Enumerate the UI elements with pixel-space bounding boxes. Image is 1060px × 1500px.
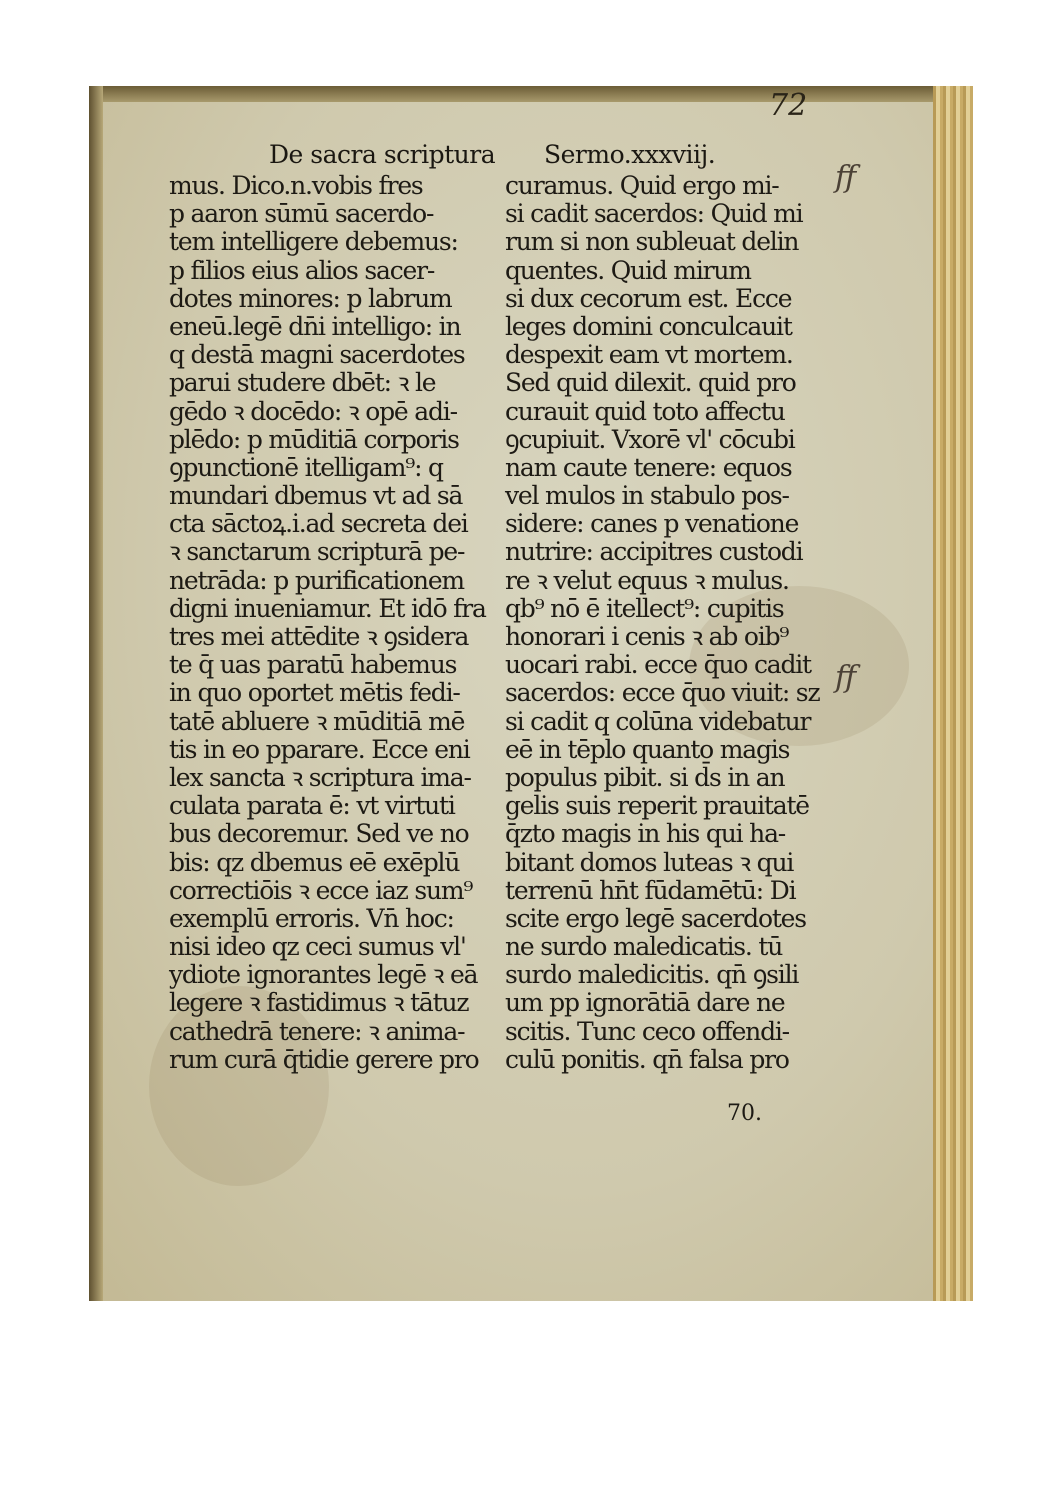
page-left-edge xyxy=(89,86,103,1301)
text-line: qb⁹ nō ē itellect⁹: cupitis xyxy=(505,593,784,623)
text-line: curauit quid toto affectu xyxy=(505,396,785,426)
text-line: re ꝛ velut equus ꝛ mulus. xyxy=(505,565,789,595)
text-line: eē in tēplo quanto magis xyxy=(505,734,790,764)
text-column-right xyxy=(505,172,865,1074)
text-line: tatē abluere ꝛ mūditiā mē xyxy=(169,706,465,736)
text-line: vel mulos in stabulo pos- xyxy=(505,481,789,511)
text-line: bis: qz dbemus eē exēplū xyxy=(169,847,460,877)
text-line: rum si non subleuat delin xyxy=(505,227,799,257)
text-line: nisi ideo qz ceci sumus vl' xyxy=(169,932,466,962)
text-line: quentes. Quid mirum xyxy=(505,255,751,285)
text-line: honorari i cenis ꝛ ab oib⁹ xyxy=(505,622,789,651)
text-line: scite ergo legē sacerdotes xyxy=(505,903,806,933)
margin-mark-2: ff xyxy=(835,660,857,695)
text-line: rum curā q̄tidie gerere pro xyxy=(169,1044,479,1074)
running-head-right: Sermo.xxxviij. xyxy=(544,140,716,169)
text-line: culata parata ē: vt virtuti xyxy=(169,791,455,821)
text-line: si dux cecorum est. Ecce xyxy=(505,283,792,313)
text-line: sidere: canes p venatione xyxy=(505,509,799,539)
text-line: ꝯpunctionē itelligam⁹: q xyxy=(169,452,443,482)
text-line: despexit eam vt mortem. xyxy=(505,340,793,370)
page-top-edge xyxy=(89,86,973,102)
text-line: si cadit sacerdos: Quid mi xyxy=(505,199,803,229)
text-line: lex sancta ꝛ scriptura ima- xyxy=(169,762,471,792)
text-line: q destā magni sacerdotes xyxy=(169,340,465,370)
text-line: curamus. Quid ergo mi- xyxy=(505,171,779,200)
text-line: te q̄ uas paratū habemus xyxy=(169,650,457,680)
text-column-left xyxy=(169,172,514,1074)
text-line: sacerdos: ecce q̄uo viuit: sz xyxy=(505,678,820,708)
text-line: netrāda: p purificationem xyxy=(169,565,464,595)
text-line: tem intelligere debemus: xyxy=(169,227,458,257)
margin-mark-1: ff xyxy=(835,160,857,195)
text-line: tres mei attēdite ꝛ ꝯsidera xyxy=(169,622,469,651)
text-line: ydiote ignorantes legē ꝛ eā xyxy=(169,960,478,990)
text-line: in quo oportet mētis fedi- xyxy=(169,678,460,708)
text-line: ne surdo maledicatis. tū xyxy=(505,932,783,962)
text-line: parui studere dbēt: ꝛ le xyxy=(169,368,436,398)
text-line: eneū.legē dn̄i intelligo: in xyxy=(169,311,461,341)
text-line: nutrire: accipitres custodi xyxy=(505,537,803,567)
text-line: nam caute tenere: equos xyxy=(505,452,792,482)
text-line: dotes minores: p labrum xyxy=(169,283,452,313)
text-line: q̄zto magis in his qui ha- xyxy=(505,819,786,849)
text-line: correctiōis ꝛ ecce iaz sum⁹ xyxy=(169,875,473,905)
text-line: legere ꝛ fastidimus ꝛ tātuz xyxy=(169,988,469,1018)
text-line: surdo maledicitis. qn̄ ꝯsili xyxy=(505,960,799,990)
text-line: ꝛ sanctarum scripturā pe- xyxy=(169,537,465,567)
text-line: scitis. Tunc ceco offendi- xyxy=(505,1016,789,1046)
text-line: bus decoremur. Sed ve no xyxy=(169,819,469,849)
manuscript-page-scan xyxy=(89,86,973,1301)
text-line: uocari rabi. ecce q̄uo cadit xyxy=(505,650,811,680)
text-line: digni inueniamur. Et idō fra xyxy=(169,593,486,623)
text-line: plēdo: p mūditiā corporis xyxy=(169,424,459,454)
text-line: si cadit q colūna videbatur xyxy=(505,706,811,736)
folio-number: 72 xyxy=(769,88,808,123)
text-line: Sed quid dilexit. quid pro xyxy=(505,368,796,398)
text-line: mundari dbemus vt ad sā xyxy=(169,481,463,511)
text-line: cta sāctoꝝ.i.ad secreta dei xyxy=(169,509,468,539)
text-line: p aaron sūmū sacerdo- xyxy=(169,199,434,229)
text-line: ꝯcupiuit. Vxorē vl' cōcubi xyxy=(505,424,795,454)
text-line: gēdo ꝛ docēdo: ꝛ opē adi- xyxy=(169,396,457,426)
running-head-left: De sacra scriptura xyxy=(269,140,496,169)
text-line: culū ponitis. qn̄ falsa pro xyxy=(505,1044,789,1074)
page-right-fore-edge xyxy=(933,86,973,1301)
catchword: 70. xyxy=(727,1101,762,1126)
text-line: p filios eius alios sacer- xyxy=(169,255,435,285)
text-line: leges domini conculcauit xyxy=(505,311,792,341)
text-line: mus. Dico.n.vobis fres xyxy=(169,171,423,200)
text-line: cathedrā tenere: ꝛ anima- xyxy=(169,1016,465,1046)
text-line: populus pibit. si d̄s in an xyxy=(505,762,785,792)
text-line: terrenū hn̄t fūdamētū: Di xyxy=(505,875,796,905)
text-line: tis in eo pparare. Ecce eni xyxy=(169,734,470,764)
text-line: bitant domos luteas ꝛ qui xyxy=(505,847,794,877)
text-line: exemplū erroris. Vn̄ hoc: xyxy=(169,903,454,933)
text-line: um pp ignorātiā dare ne xyxy=(505,988,785,1018)
text-line: gelis suis reperit prauitatē xyxy=(505,791,809,821)
